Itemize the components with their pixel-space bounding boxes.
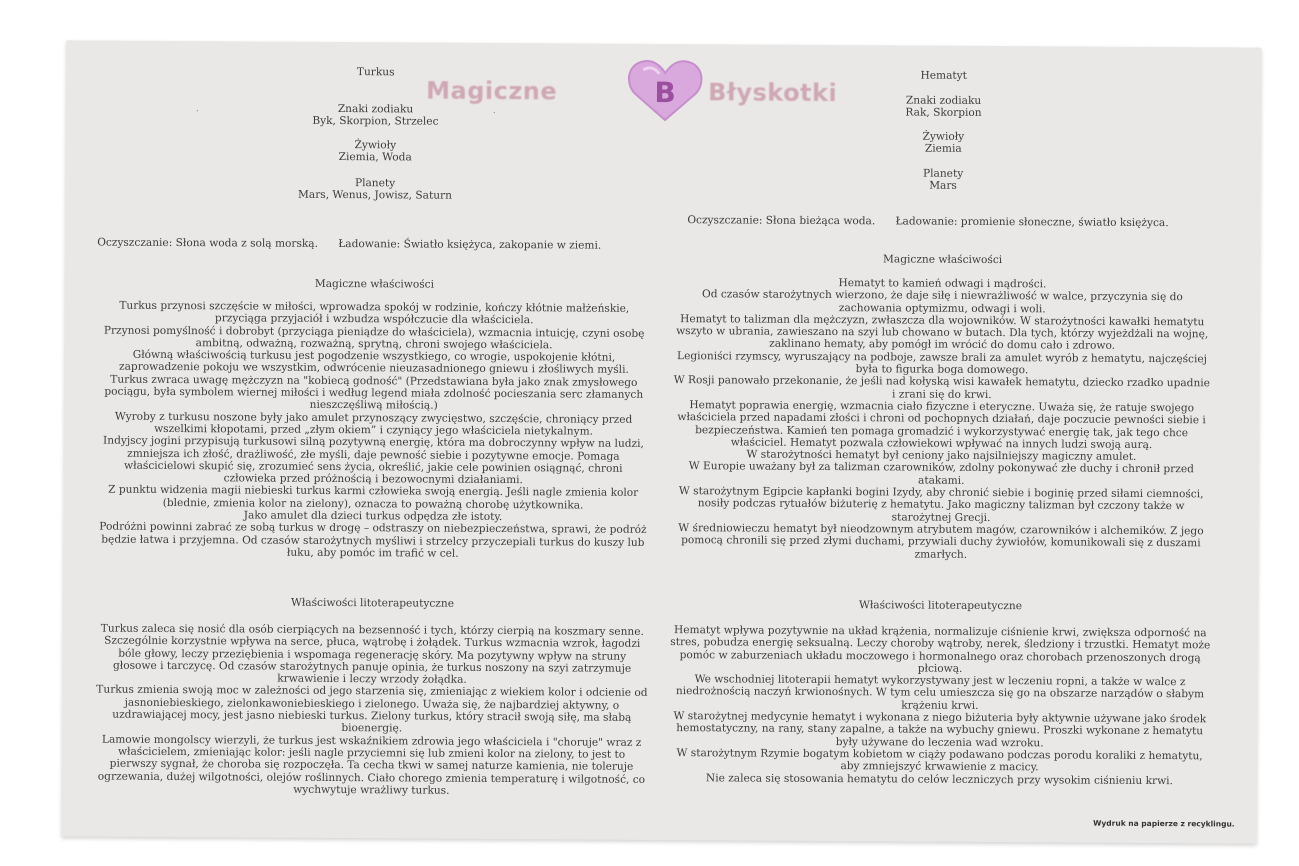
charging-left: Ładowanie: Światło księżyca, zakopanie w ziemi. [338,238,602,252]
text-line: głosowe i tarczycę. Od czasów starożytnych panuje opinia, że turkus noszony na szyi zatrzymuje [112,659,632,675]
text-line: były używane do leczenia wad wzroku. [835,735,1044,750]
cleansing-right: Oczyszczanie: Słona bieżąca woda. [687,214,876,228]
text-line: Hematyt wpływa pozytywnie na układ krążenia, normalizuje ciśnienie krwi, zwiększa odporność na [674,624,1207,640]
text-line: aby zmniejszyć krwawienie z macicy. [840,760,1039,774]
magic-text-left [85,299,662,561]
text-line: pomóc w zaburzeniach układu moczowego i hormonalnego oraz chorobach przenoszonych drogą [679,648,1201,664]
text-line: nosiły podczas rytuałów biżuterię z hematytu. Jako magiczny talizman był czczony także w [697,497,1185,513]
info-card [62,40,1262,843]
text-line: W starożytnym Egipcie kapłanki bogini Izydy, aby chronić siebie i boginię przed siłami ciemności, [678,485,1204,501]
text-line: bioenergię. [341,722,403,735]
text-line: człowieka przed próżnością i bezowocnymi działaniami. [223,472,523,487]
text-line: W średniowieczu hematyt był nieodzownym atrybutem magów, czarowników i alchemików. Z jego [678,522,1204,538]
text-line: hemostatyczny, na rany, stany zapalne, a także na wybuchy gniewu. Proszki wykonane z hematytu [676,722,1204,738]
left-column: Turkus . . Znaki zodiaku Byk, Skorpion, Strzelec Żywioły Ziemia, Woda Planety Mars, Wenus, Jowisz, Saturn Oczyszczanie: Słona woda z solą morską. Ładowanie: Światło księżyca, zakopanie w ziemi. Magiczne właściwości Turkus przynosi szczęście w miłości, wprowadza spokój w rodzinie, kończy kłótnie małżeńskie, przyciąga przyjaciół i wzbudza współczucie dla właściciela. Przynosi pomyślność i dobrobyt (przyciąga pieniądze do właściciela), wzmacnia intuicję, czyni osobę ambitną, odważną, rozważną, sprytną, chroni swojego właściciela. Główną właściwością turkusu jest pogodzenie wszystkiego, co wrogie, uspokojenie kłótni, zaprowadzenie pokoju we wszystkim, odwrócenie nieuzasadnionego gniewu i złośliwych myśli. Turkus zwraca uwagę mężczyzn na "kobiecą godność" (Przedstawiana była jako znak zmysłowego pociągu, była symbolem wiernej miłości i według legend miała zdolność pocieszania serc złamanych nieszczęśliwą miłością.) Wyroby z turkusu noszone były jako amulet przynoszący zwycięstwo, szczęście, chroniący przed wszelkimi kłopotami, przed „złym okiem” i czyniący jego właściciela nietykalnym. Indyjscy jogini przypisują turkusowi silną pozytywną energię, która ma dobroczynny wpływ na ludzi, zmniejsza ich złość, drażliwość, złe myśli, daje pewność siebie i pozytywne emocje. Pomaga właścicielowi skupić się, zrozumieć sens życia, określić, jakie cele powinien osiągnąć, chroni człowieka przed próżnością i bezowocnymi działaniami. Z punktu widzenia magii niebieski turkus karmi człowieka swoją energią. Jeśli nagle zmienia kolor (blednie, zmienia kolor na zielony), oznacza to poważną chorobę użytkownika. Jako amulet dla dzieci turkus odpędza złe istoty. Podróżni powinni zabrać ze sobą turkus w drogę – odstraszy on niebezpieczeństwa, sprawi, że podróż będzie łatwa i przyjemna. Od czasów starożytnych myśliwi i strzelcy przyczepiali turkus do kuszy lub łuku, aby pomóc im trafić w cel. Właściwości litoterapeutyczne Turkus zaleca się nosić dla osób cierpiących na bezsenność i tych, którzy cierpią na koszmary senne. Szczególnie korzystnie wpływa na serce, płuca, wątrobę i żołądek. Turkus wzmacnia wzrok, łagodzi bóle głowy, leczy przeziębienia i wspomaga regenerację skóry. Ma pozytywny wpływ na struny głosowe i tarczycę. Od czasów starożytnych panuje opinia, że turkus noszony na szyi zatrzymuje krwawienie i leczy wrzody żołądka. Turkus zmienia swoją moc w zależności od jego starzenia się, zmieniając z wiekiem kolor i odcienie od jasnoniebieskiego, zielonkawoniebieskiego i zielonego. Uważa się, że najbardziej aktywny, o uzdrawiającej mocy, jest jasno niebieski turkus. Zielony turkus, który stracił swoją siłę, ma słabą bioenergię. Lamowie mongolscy wierzyli, że turkus jest wskaźnikiem zdrowia jego właściciela i "choruje" wraz z właścicielem, zmieniając kolor: jeśli nagle przyciemni się lub zmieni kolor na zielony, to jest to pierwszy sygnał, że choroba się rozpoczęła. Ta cecha tkwi w samej naturze kamienia, nie toleruje ogrzewania, dużej wilgotności, olejów roślinnych. Ciało chorego zmienia temperaturę i wilgotność, co wychwytuje wrażliwy turkus. [88,40,663,44]
text-line: atakami. [918,474,965,487]
text-line: nieszczęśliwą miłością.) [309,399,438,413]
planets-value-right: Mars [929,179,957,192]
text-line: Indyjscy jogini przypisują turkusowi silną pozytywną energię, która ma dobroczynny wpływ na ludzi, [103,434,644,451]
text-line: Szczególnie korzystnie wpływa na serce, płuca, wątrobę i żołądek. Turkus wzmacnia wzrok, łagodzi [104,634,641,651]
text-line: (blednie, zmienia kolor na zielony), oznacza to poważną chorobę użytkownika. [162,496,584,512]
text-line: Przynosi pomyślność i dobrobyt (przyciąga pieniądze do właściciela), wzmacnia intuicję, czyni osobę [103,324,645,340]
magic-text-right [653,276,1230,562]
text-line: krążeniu krwi. [901,699,979,712]
text-line: zmniejsza ich złość, drażliwość, złe myśli, daje pewność siebie i pozytywne emocje. Pomaga [127,447,620,463]
text-line: Turkus zwraca uwagę mężczyzn na "kobiecą godność" (Przedstawiana była jako znak zmysłowego [110,373,638,389]
stone-title-right: Hematyt [920,69,967,82]
text-line: krwawienie i leczy wrzody żołądka. [277,672,467,687]
text-line: wychwytuje wrażliwy turkus. [293,783,450,797]
text-line: Hematyt to talizman dla mężczyzn, zwłaszcza dla wojowników. W starożytności kawałki hematytu [680,313,1205,329]
text-line: wszelkimi kłopotami, przed „złym okiem” i czyniący jego właściciela nietykalnym. [154,422,594,438]
text-line: Turkus zaleca się nosić dla osób cierpiących na bezsenność i tych, którzy cierpią na koszmary senne. [100,622,644,638]
text-line: We wschodniej litoterapii hematyt wykorzystywany jest w leczeniu ropni, a także w walce z [694,673,1186,689]
text-line: uzdrawiającej mocy, jest jasno niebieski turkus. Zielony turkus, który stracił swoją siłę, ma słabą [112,708,632,724]
zodiac-label-left: Znaki zodiaku [337,103,414,116]
text-line: Jako amulet dla dzieci turkus odpędza złe istoty. [243,509,503,524]
text-line: bezpieczeństwa. Kamień ten pomaga gromadzić i wykorzystywać energię tak, jak tego chce [695,423,1189,439]
text-line: łuku, aby pomóc im trafić w cel. [286,546,459,560]
text-line: Nie zaleca się stosowania hematytu do celów leczniczych przy wysokim ciśnieniu krwi. [705,771,1173,787]
text-line: przyciąga przyjaciół i wzbudza współczucie dla właściciela. [214,312,534,327]
text-line: płciową. [917,662,963,675]
text-line: Legioniści rzymscy, wyruszający na podboje, zawsze brali za amulet wyrób z hematytu, najczęściej [677,349,1207,366]
zodiac-value-right: Rak, Skorpion [905,106,982,119]
text-line: jasnoniebieskiego, zielonkawoniebieskiego i zielonego. Uważa się, że najbardziej aktywny, o [124,696,620,712]
text-line: pomocą chronili się przed złymi duchami, przywiali duchy żywiołów, komunikowali się z duszami [681,534,1201,550]
text-line: Lamowie mongolscy wierzyli, że turkus jest wskaźnikiem zdrowia jego właściciela i "choruje" wraz z [101,733,642,749]
stone-title-left: Turkus [356,66,395,79]
text-line: W starożytnym Rzymie bogatym kobietom w ciąży podawano podczas porodu koraliki z hematytu, [676,747,1203,763]
text-line: Hematyt to kamień odwagi i mądrości. [838,277,1047,291]
logo-word-left: Magiczne [426,76,558,106]
text-line: Turkus zmienia swoją moc w zależności od jego starzenia się, zmieniając z wiekiem kolor i odcienie od [96,684,648,700]
text-line: W Europie uważany był za talizman czarowników, zdolny pokonywać złe duchy i chronił przed [688,460,1194,476]
text-line: Z punktu widzenia magii niebieski turkus karmi człowieka swoją energią. Jeśli nagle zmienia kolor [108,484,639,500]
text-line: właścicielem, zmieniając kolor: jeśli nagle przyciemni się lub zmieni kolor na zielony, to jest to [117,745,626,761]
elements-label-right: Żywioły [922,130,965,143]
text-line: i zrani się do krwi. [891,388,992,401]
elements-value-right: Ziemia [924,142,962,155]
text-line: będzie łatwa i przyjemna. Od czasów starożytnych myśliwi i strzelcy przyczepiali turkus do kuszy lub [101,533,645,549]
text-line: wszyto w ubrania, zawieszano na szyi lub chowano w butach. Dla tych, którzy wyjeżdżali na wojnę, [676,325,1209,341]
elements-label-left: Żywioły [354,139,397,152]
text-line: Wyroby z turkusu noszone były jako amulet przynoszący zwycięstwo, szczęście, chroniący przed [114,410,633,426]
text-line: właścicielowi skupić się, zrozumieć sens życia, określić, jakie cele powinien osiągnąć, chroni [124,459,623,475]
planets-label-left: Planety [354,177,396,190]
text-line: stres, pobudza energię seksualną. Leczy choroby wątroby, nerek, śledziony i trzustki. Hematyt może [670,636,1211,652]
logo-word-right: Błyskotki [708,78,838,108]
planets-value-left: Mars, Wenus, Jowisz, Saturn [298,188,452,202]
litho-heading-right: Właściwości litoterapeutyczne [858,599,1023,613]
text-line: zmarłych. [914,548,968,561]
text-line: ambitną, odważną, rozważną, sprytną, chroni swojego właściciela. [195,337,553,352]
text-line: Hematyt poprawia energię, wzmacnia ciało fizyczne i eteryczne. Uważa się, że ratuje swojego [689,399,1195,415]
text-line: Od czasów starożytnych wierzono, że daje siłę i niewrażliwość w walce, przyczynia się do [701,288,1183,304]
elements-value-left: Ziemia, Woda [338,151,412,164]
recycled-paper-note: Wydruk na papierze z recyklingu. [1093,818,1235,829]
logo-letter: B [654,75,676,110]
text-line: była to figurka boga domowego. [855,363,1029,377]
cleansing-charging-left [97,237,672,253]
zodiac-label-right: Znaki zodiaku [905,94,982,107]
text-line: właściciela przed napadami złości i chroni od pochopnych działań, daje poczucie pewności siebie i [677,411,1206,427]
text-line: Turkus przynosi szczęście w miłości, wprowadza spokój w rodzinie, kończy kłótnie małżeńskie, [119,299,630,315]
text-line: pociągu, była symbolem wiernej miłości i według legend miała zdolność pocieszania serc złamanych [104,385,644,401]
text-line: W Rosji panowało przekonanie, że jeśli nad kołyską wisi kawałek hematytu, dziecko rzadko upadnie [673,374,1210,390]
text-line: bóle głowy, leczy przeziębienia i wspomaga regenerację skóry. Ma pozytywny wpływ na struny [118,647,627,663]
text-line: starożytnej Grecji. [891,511,991,524]
text-line: niedrożnością naczyń krwionośnych. W tym celu umieszcza się go na obszarze narządów o słabym [675,685,1205,701]
charging-right: Ładowanie: promienie słoneczne, światło księżyca. [895,215,1169,230]
text-line: Podróżni powinni zabrać ze sobą turkus w drogę – odstraszy on niebezpieczeństwa, sprawi, że podróż [99,520,647,537]
text-line: ogrzewania, dużej wilgotności, olejów roślinnych. Ciało chorego zmienia temperaturę i wilgotność, co [97,770,646,786]
text-line: zachowania optymizmu, odwagi i woli. [838,301,1046,315]
litho-heading-left: Właściwości litoterapeutyczne [290,596,455,610]
planets-label-right: Planety [923,167,964,180]
cleansing-left: Oczyszczanie: Słona woda z solą morską. [97,236,319,250]
text-line: Główną właściwością turkusu jest pogodzenie wszystkiego, co wrogie, uspokojenie kłótni, [132,348,616,364]
text-line: właściciel. Hematyt pozwala człowiekowi wpływać na innych ludzi swoją aurą. [730,436,1153,451]
text-line: pierwszy sygnał, że choroba się rozpoczęła. Ta cecha tkwi w samej naturze kamienia, nie toleruje [109,757,634,774]
magic-heading-left: Magiczne właściwości [314,277,435,291]
text-line: W starożytności hematyt był ceniony jako najsilniejszy magiczny amulet. [746,448,1137,464]
text-line: W starożytnej medycynie hematyt i wykonana z niego biżuteria były aktywnie używane jako środek [673,710,1207,726]
cleansing-charging-right [687,214,1262,230]
litho-text-left [84,622,660,798]
zodiac-value-left: Byk, Skorpion, Strzelec [312,114,439,128]
magic-heading-right: Magiczne właściwości [883,253,1003,267]
text-line: zaklinano hematy, aby pomógł im wrócić do domu cało i zdrowo. [769,338,1116,353]
litho-text-right [652,624,1228,787]
text-line: zaprowadzenie pokoju we wszystkim, odwrócenie nieuzasadnionego gniewu i złośliwych myśli. [119,361,629,377]
